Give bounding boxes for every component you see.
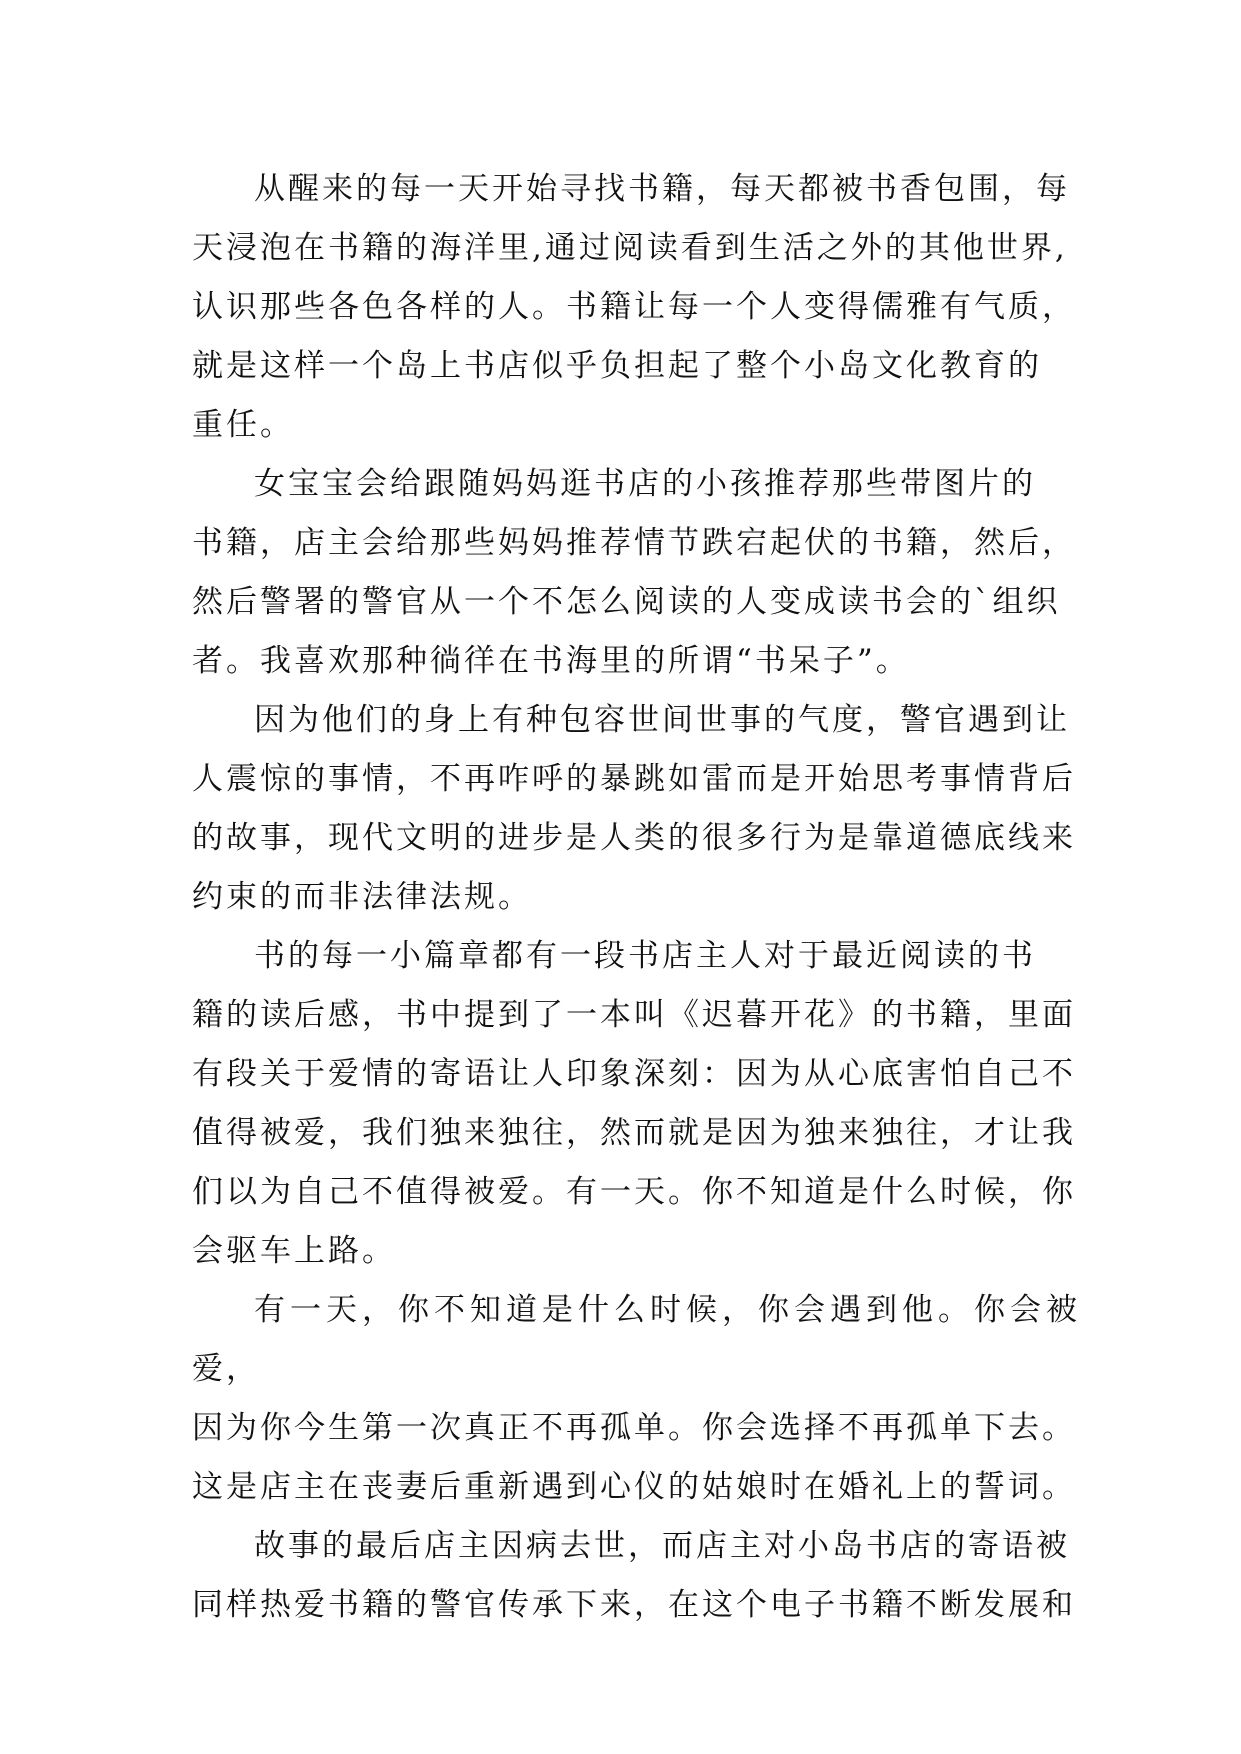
paragraph-5: 有一天，你不知道是什么时候，你会遇到他。你会被爱， 因为你今生第一次真正不再孤单。你会选择不再孤单下去。 这是店主在丧妻后重新遇到心仪的姑娘时在婚礼上的誓词。 (192, 1292, 1080, 1505)
paragraph-2: 女宝宝会给跟随妈妈逛书店的小孩推荐那些带图片的 书籍，店主会给那些妈妈推荐情节跌宕起伏的书籍，然后， 然后警署的警官从一个不怎么阅读的人变成读书会的`组织 者。我喜欢那种徜徉在书海里的所谓“书呆子”。 (192, 466, 1076, 679)
paragraph-4: 书的每一小篇章都有一段书店主人对于最近阅读的书 籍的读后感，书中提到了一本叫《迟暮开花》的书籍，里面 有段关于爱情的寄语让人印象深刻：因为从心底害怕自己不 值得被爱，我们独来独往，然而就是因为独来独往，才让我 们以为自己不值得被爱。有一天。你不知道是什么时候，你 会驱车上路。 (192, 938, 1076, 1269)
document-body (192, 160, 1080, 1635)
paragraph-3: 因为他们的身上有种包容世间世事的气度，警官遇到让 人震惊的事情，不再咋呼的暴跳如雷而是开始思考事情背后 的故事，现代文明的进步是人类的很多行为是靠道德底线来 约束的而非法律法规。 (192, 702, 1076, 915)
paragraph-6: 故事的最后店主因病去世，而店主对小岛书店的寄语被 同样热爱书籍的警官传承下来，在这个电子书籍不断发展和 (192, 1528, 1076, 1623)
paragraph-1: 从醒来的每一天开始寻找书籍，每天都被书香包围，每 天浸泡在书籍的海洋里,通过阅读看到生活之外的其他世界, 认识那些各色各样的人。书籍让每一个人变得儒雅有气质， 就是这样一个岛上书店似乎负担起了整个小岛文化教育的 重任。 (192, 171, 1076, 443)
